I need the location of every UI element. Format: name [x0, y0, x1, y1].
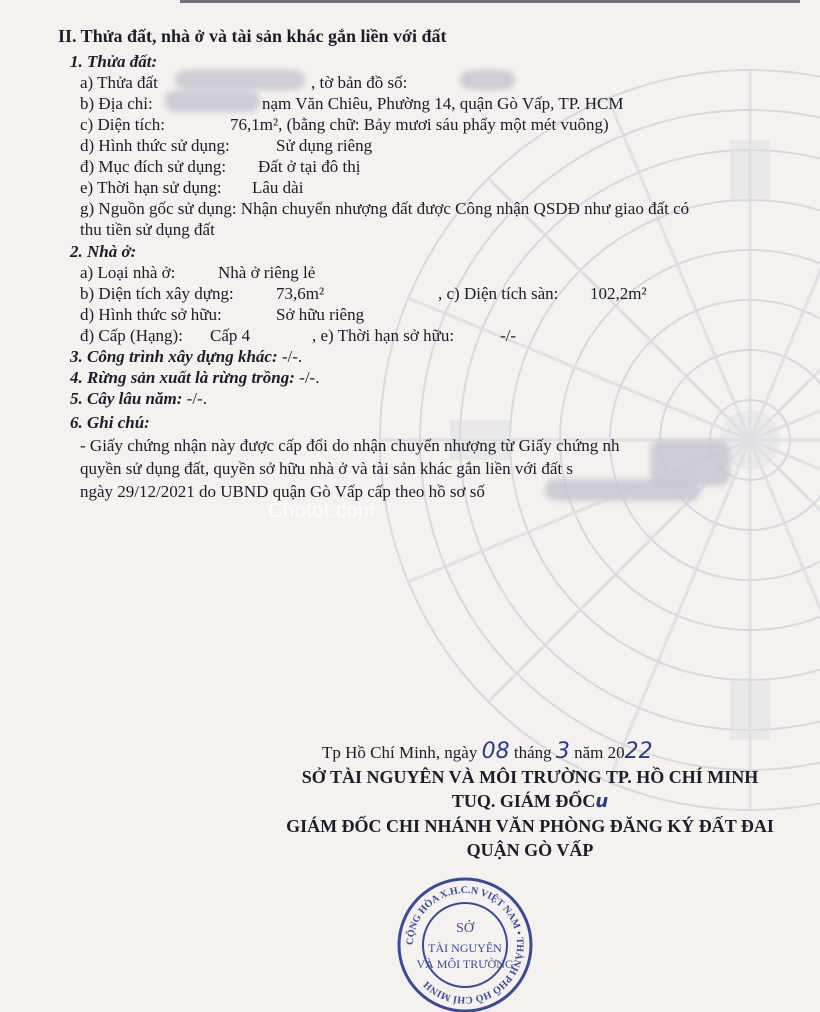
house-type-value: Nhà ở riêng lẻ [218, 263, 316, 282]
land-origin-line2: thu tiền sử dụng đất [80, 220, 215, 239]
official-stamp [395, 875, 535, 1012]
stamp-line2: TÀI NGUYÊN [428, 941, 502, 955]
date-month-label: tháng [513, 743, 552, 762]
planted-forest-value: -/-. [299, 368, 320, 387]
land-address-label: b) Địa chỉ: [80, 94, 153, 113]
land-area-label: c) Diện tích: [80, 115, 165, 134]
land-term-value: Lâu dài [252, 178, 304, 197]
house-grade-value: Cấp 4 [210, 326, 251, 345]
redacted-parcel-number [175, 70, 305, 90]
house-build-area-value: 73,6m² [276, 284, 325, 303]
redacted-file-number [545, 479, 700, 501]
house-ownership-label: d) Hình thức sở hữu: [80, 305, 222, 324]
house-type-label: a) Loại nhà ở: [80, 263, 176, 282]
land-purpose-value: Đất ở tại đô thị [258, 157, 361, 176]
date-prefix: Tp Hồ Chí Minh, ngày [322, 743, 478, 762]
tuq-initial-mark: u [595, 791, 609, 812]
land-parcel-label: a) Thửa đất [80, 73, 158, 92]
house-build-area-label: b) Diện tích xây dựng: [80, 284, 234, 303]
date-month: 3 [555, 739, 570, 764]
land-heading: 1. Thửa đất: [70, 52, 158, 71]
district-title: QUẬN GÒ VẤP [466, 840, 594, 860]
house-ownership-term-label: , e) Thời hạn sở hữu: [312, 326, 455, 345]
redacted-map-sheet-number [460, 70, 515, 90]
section-title: II. Thửa đất, nhà ở và tài sản khác gắn liền với đất [58, 26, 447, 46]
notes-line3: ngày 29/12/2021 do UBND quận Gò Vấp cấp theo hồ sơ số [80, 482, 485, 501]
date-year-suffix: 22 [624, 739, 653, 764]
date-year-label: năm 20 [574, 743, 625, 762]
issuing-agency: SỞ TÀI NGUYÊN VÀ MÔI TRƯỜNG TP. HỒ CHÍ MINH [301, 767, 759, 787]
notes-line1: - Giấy chứng nhận này được cấp đổi do nhận chuyển nhượng từ Giấy chứng nh [80, 436, 620, 455]
stamp-line3: VÀ MÔI TRƯỜNG [416, 957, 514, 971]
watermark: Chotot.com [268, 500, 376, 522]
other-construction-value: -/-. [281, 347, 303, 366]
notes-heading: 6. Ghi chú: [70, 413, 150, 432]
date-day: 08 [481, 739, 510, 764]
land-map-sheet-label: , tờ bản đồ số: [311, 73, 408, 92]
tuq-title: TUQ. GIÁM ĐỐC [451, 791, 596, 811]
planted-forest-line [70, 368, 319, 388]
land-usage-form-label: d) Hình thức sử dụng: [80, 136, 230, 155]
planted-forest-label: 4. Rừng sản xuất là rừng trồng: [70, 368, 295, 387]
house-heading: 2. Nhà ở: [70, 242, 137, 261]
perennial-trees-value: -/-. [186, 389, 207, 408]
land-term-label: e) Thời hạn sử dụng: [80, 178, 222, 197]
house-grade-label: đ) Cấp (Hạng): [80, 326, 183, 345]
house-floor-area-label: , c) Diện tích sàn: [438, 284, 559, 303]
land-origin-line1: g) Nguồn gốc sử dụng: Nhận chuyển nhượng đất được Công nhận QSDĐ như giao đất có [80, 199, 690, 218]
perennial-trees-label: 5. Cây lâu năm: [70, 389, 183, 408]
notes-line2: quyền sử dụng đất, quyền sở hữu nhà ở và tài sản khác gắn liền với đất s [80, 459, 573, 478]
branch-title: GIÁM ĐỐC CHI NHÁNH VĂN PHÒNG ĐĂNG KÝ ĐẤT ĐAI [286, 816, 774, 836]
house-ownership-term-value: -/- [500, 326, 517, 345]
house-ownership-value: Sở hữu riêng [276, 305, 365, 324]
date-line [322, 739, 653, 764]
land-purpose-label: đ) Mục đích sử dụng: [80, 157, 227, 176]
stamp-line1: SỞ [456, 921, 474, 936]
stamp-ring-text: CỘNG HÒA X.H.C.N VIỆT NAM • THÀNH PHỐ HỒ CHÍ MINH [404, 884, 526, 1006]
top-border-line [180, 0, 800, 3]
other-construction-line [70, 347, 302, 367]
redacted-house-number [165, 90, 260, 112]
house-floor-area-value: 102,2m² [590, 284, 647, 303]
land-area-value: 76,1m², (bằng chữ: Bảy mươi sáu phẩy một mét vuông) [230, 115, 609, 134]
land-address-value: nạm Văn Chiêu, Phường 14, quận Gò Vấp, TP. HCM [262, 94, 624, 113]
other-construction-label: 3. Công trình xây dựng khác: [70, 347, 278, 366]
tuq-line [230, 791, 820, 812]
perennial-trees-line [70, 389, 207, 409]
land-usage-form-value: Sử dụng riêng [276, 136, 373, 155]
